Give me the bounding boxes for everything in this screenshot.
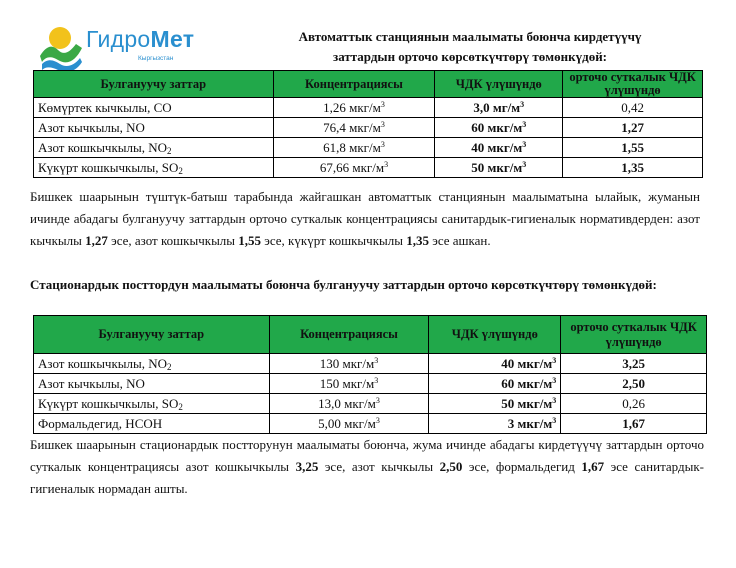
table-row [34, 354, 707, 374]
summary-value: 1,35 [406, 233, 429, 248]
logo-brand-light: Гидро [86, 26, 151, 52]
avg-pdk-value: 1,55 [563, 138, 703, 158]
pollutant-label: Күкүрт кошкычкылы, SO [38, 160, 179, 175]
summary-text: эсе, формальдегид [462, 459, 582, 474]
pdk-value [429, 414, 561, 434]
header-pollutants: Булгануучу заттар [34, 71, 274, 98]
summary-text: эсе, азот кошкычкылы [107, 233, 239, 248]
summary-value: 1,27 [85, 233, 108, 248]
header-concentration: Концентрациясы [269, 316, 429, 354]
pdk-text: 50 мкг/м [501, 396, 553, 411]
avg-pdk-value: 1,27 [563, 118, 703, 138]
table-header-row [34, 316, 707, 354]
header-avg-pdk: орточо суткалык ЧДК үлүшүндө [561, 316, 707, 354]
unit-power: 3 [384, 160, 389, 169]
header-avg-pdk: орточо суткалык ЧДК үлүшүндө [563, 71, 703, 98]
pollutant-name [34, 138, 274, 158]
concentration-value: 61,8 мкг/м [323, 140, 381, 155]
summary-value: 2,50 [439, 459, 463, 474]
table-row [34, 414, 707, 434]
summary-value: 3,25 [295, 459, 319, 474]
summary-text: Бишкек шаарынын стационардык постторунун маалыматы боюнча, жума ичинде абадагы кирдетүүчү заттардын орточо суткалык концентрациясы азот кошкычкылы [30, 437, 704, 474]
concentration [269, 374, 429, 394]
avg-pdk-value: 0,26 [561, 394, 707, 414]
table-row [34, 374, 707, 394]
pollutant-label: Формальдегид, HCOH [38, 416, 163, 431]
concentration-value: 1,26 мкг/м [323, 100, 381, 115]
pollutant-label: Азот кычкылы, NO [38, 120, 145, 135]
header-concentration: Концентрациясы [273, 71, 435, 98]
pdk-value [429, 394, 561, 414]
table-row [34, 394, 707, 414]
formula-subscript: 2 [167, 146, 172, 156]
title-line-1: Автоматтык станциянын маалыматы боюнча кирдетүүчү [298, 29, 642, 44]
concentration-value: 13,0 мкг/м [318, 396, 376, 411]
logo-brand [86, 26, 194, 53]
concentration-value: 130 мкг/м [319, 356, 375, 371]
summary-value: 1,67 [581, 459, 605, 474]
title-line-2: заттардын орточо көрсөткүчтөрү төмөнкүдөй: [332, 49, 608, 64]
pollutant-label: Азот кычкылы, NO [38, 376, 145, 391]
formula-subscript: 2 [178, 402, 183, 412]
pollutant-label: Азот кошкычкылы, NO [38, 356, 168, 371]
summary-text: эсе санитардык-гигиеналык нормадан ашты. [30, 459, 704, 496]
logo-brand-bold: Мет [150, 26, 195, 52]
header-pdk: ЧДК үлүшүндө [429, 316, 561, 354]
unit-power: 3 [520, 100, 525, 109]
concentration [273, 158, 435, 178]
avg-pdk-value: 0,42 [563, 98, 703, 118]
pollutant-name [34, 98, 274, 118]
pdk-text: 40 мкг/м [471, 140, 523, 155]
stationary-summary [30, 434, 704, 500]
pdk-text: 40 мкг/м [501, 356, 553, 371]
unit-power: 3 [374, 356, 379, 365]
pdk-value [435, 138, 563, 158]
unit-power: 3 [380, 120, 385, 129]
concentration [273, 138, 435, 158]
hydromet-logo [38, 22, 198, 74]
table-row [34, 118, 703, 138]
pdk-text: 60 мкг/м [471, 120, 523, 135]
pollutant-name [34, 354, 270, 374]
header-pdk: ЧДК үлүшүндө [435, 71, 563, 98]
pollutant-name [34, 414, 270, 434]
auto-station-summary [30, 186, 700, 252]
pollutant-label: Көмүртек кычкылы, CO [38, 100, 172, 115]
avg-pdk-value: 3,25 [561, 354, 707, 374]
pdk-value [435, 118, 563, 138]
unit-power: 3 [522, 160, 527, 169]
formula-subscript: 2 [178, 166, 183, 176]
header-pollutants: Булгануучу заттар [34, 316, 270, 354]
unit-power: 3 [552, 356, 557, 365]
concentration [269, 414, 429, 434]
page-title [220, 27, 720, 67]
unit-power: 3 [552, 376, 557, 385]
logo-emblem-icon [38, 22, 84, 74]
concentration [269, 394, 429, 414]
unit-power: 3 [374, 376, 379, 385]
concentration [273, 98, 435, 118]
table-row [34, 138, 703, 158]
pollutant-name [34, 394, 270, 414]
pdk-text: 50 мкг/м [471, 160, 523, 175]
avg-pdk-value: 1,67 [561, 414, 707, 434]
avg-pdk-value: 2,50 [561, 374, 707, 394]
avg-pdk-value: 1,35 [563, 158, 703, 178]
pollutant-label: Күкүрт кошкычкылы, SO [38, 396, 179, 411]
pdk-value [435, 98, 563, 118]
pdk-text: 60 мкг/м [501, 376, 553, 391]
pollutant-label: Азот кошкычкылы, NO [38, 140, 168, 155]
pdk-text: 3,0 мг/м [473, 100, 521, 115]
section-heading: Стационардык посттордун маалыматы боюнча булгануучу заттардын орточо көрсөткүчтөрү төмөнкүдөй: [30, 277, 657, 292]
summary-text: эсе, күкүрт кошкычкылы [261, 233, 407, 248]
stationary-posts-table [33, 315, 707, 434]
unit-power: 3 [522, 140, 527, 149]
summary-text: эсе, азот кычкылы [318, 459, 440, 474]
summary-value: 1,55 [238, 233, 262, 248]
summary-text: эсе ашкан. [428, 233, 491, 248]
pollutant-name [34, 158, 274, 178]
pdk-value [435, 158, 563, 178]
concentration [269, 354, 429, 374]
concentration-value: 76,4 мкг/м [323, 120, 381, 135]
auto-station-table [33, 70, 703, 178]
unit-power: 3 [380, 100, 385, 109]
unit-power: 3 [380, 140, 385, 149]
unit-power: 3 [375, 416, 380, 425]
concentration-value: 5,00 мкг/м [318, 416, 376, 431]
table-row [34, 98, 703, 118]
table-row [34, 158, 703, 178]
summary-text: Бишкек шаарынын түштүк-батыш тарабында жайгашкан автоматтык станциянын маалыматына ылайык, жуманын ичинде абадагы булгануучу заттардын орточо суткалык концентрациясы санитардык-гигиеналык нормативдерден: азот кычкылы [30, 189, 700, 248]
logo-subtitle: Кыргызстан [138, 55, 174, 62]
formula-subscript: 2 [167, 362, 172, 372]
pdk-text: 3 мкг/м [507, 416, 553, 431]
pollutant-name [34, 118, 274, 138]
unit-power: 3 [375, 396, 380, 405]
table-header-row [34, 71, 703, 98]
concentration [273, 118, 435, 138]
unit-power: 3 [522, 120, 527, 129]
pdk-value [429, 354, 561, 374]
concentration-value: 67,66 мкг/м [319, 160, 385, 175]
pdk-value [429, 374, 561, 394]
concentration-value: 150 мкг/м [319, 376, 375, 391]
unit-power: 3 [552, 396, 557, 405]
pollutant-name [34, 374, 270, 394]
unit-power: 3 [552, 416, 557, 425]
